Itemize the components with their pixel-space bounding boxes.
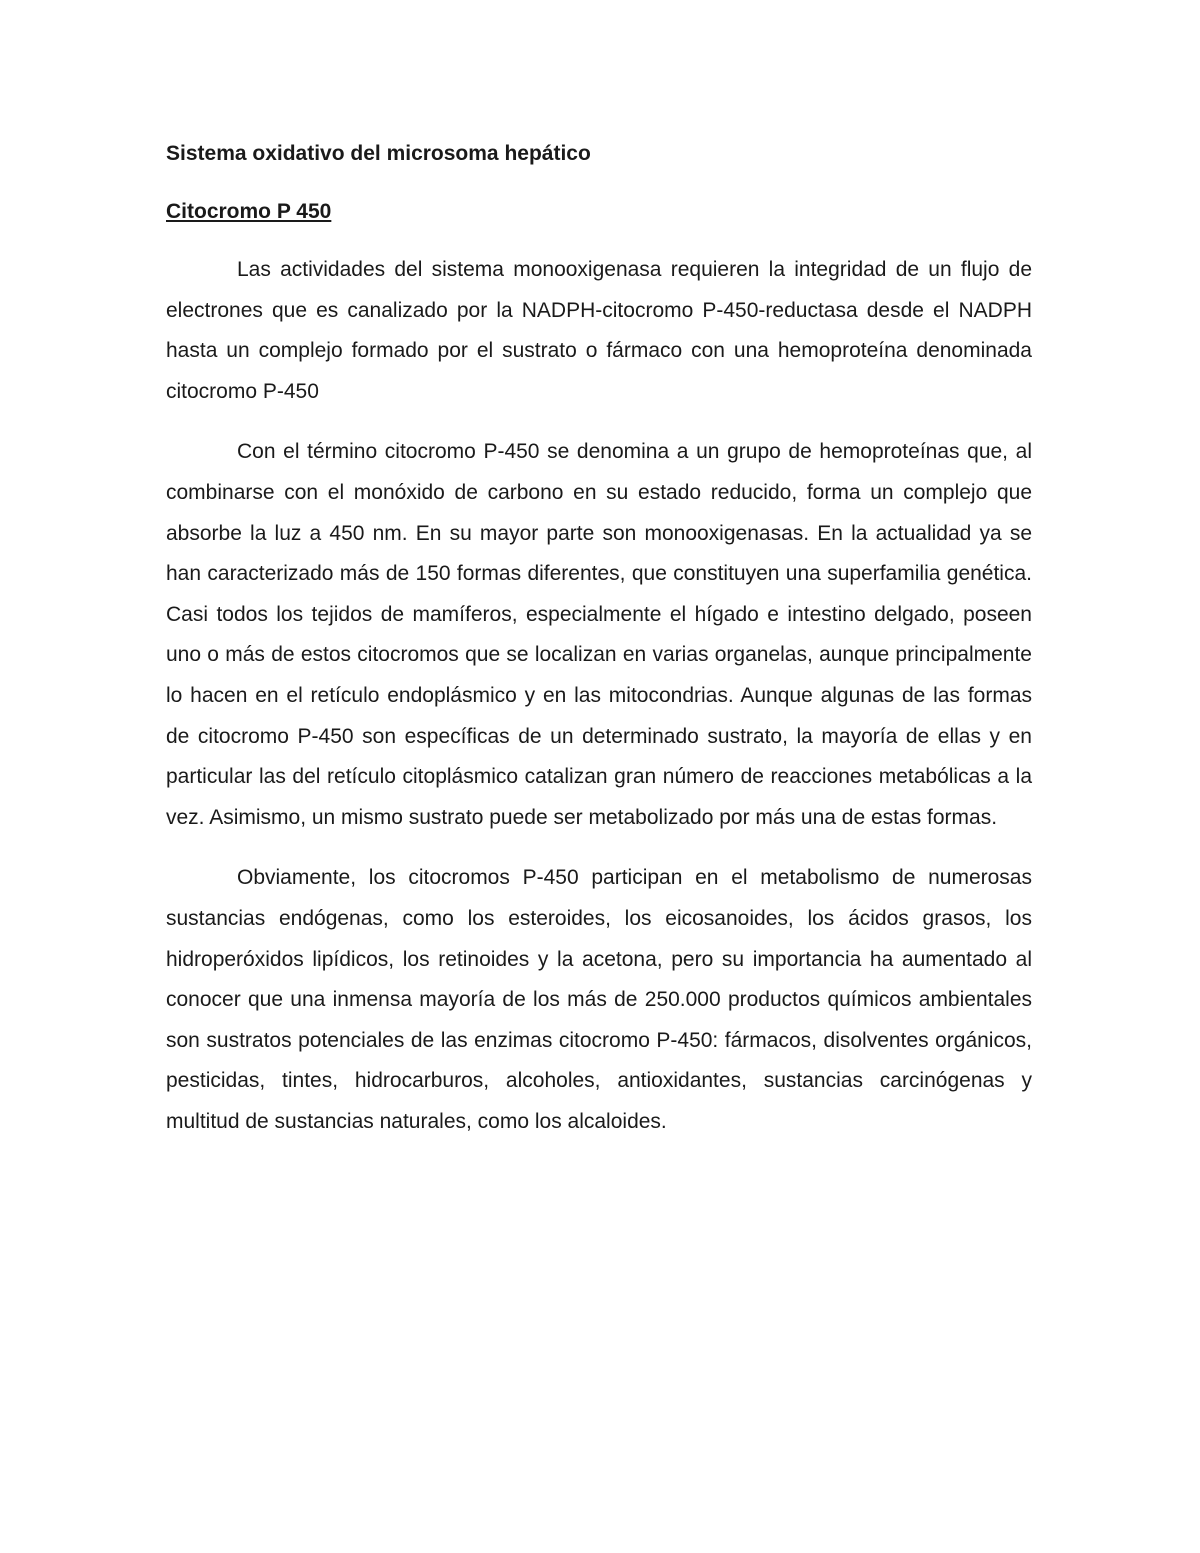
paragraph-1: Las actividades del sistema monooxigenasa requieren la integridad de un flujo de electrones que es canalizado por la NADPH-citocromo P-450-reductasa desde el NADPH hasta un complejo formado por el sustrato o fármaco con una hemoproteína denominada citocromo P-450 — [166, 258, 1032, 403]
paragraph-2: Con el término citocromo P-450 se denomina a un grupo de hemoproteínas que, al combinarse con el monóxido de carbono en su estado reducido, forma un complejo que absorbe la luz a 450 nm. En su mayor parte son monooxigenasas. En la actualidad ya se han caracterizado más de 150 formas diferentes, que constituyen una superfamilia genética. Casi todos los tejidos de mamíferos, especialmente el hígado e intestino delgado, poseen uno o más de estos citocromos que se localizan en varias organelas, aunque principalmente lo hacen en el retículo endoplásmico y en las mitocondrias. Aunque algunas de las formas de citocromo P-450 son específicas de un determinado sustrato, la mayoría de ellas y en particular las del retículo citoplásmico catalizan gran número de reacciones metabólicas a la vez. Asimismo, un mismo sustrato puede ser metabolizado por más una de estas formas. — [166, 440, 1032, 829]
paragraph-3: Obviamente, los citocromos P-450 participan en el metabolismo de numerosas sustancias endógenas, como los esteroides, los eicosanoides, los ácidos grasos, los hidroperóxidos lipídicos, los retinoides y la acetona, pero su importancia ha aumentado al conocer que una inmensa mayoría de los más de 250.000 productos químicos ambientales son sustratos potenciales de las enzimas citocromo P-450: fármacos, disolventes orgánicos, pesticidas, tintes, hidrocarburos, alcoholes, antioxidantes, sustancias carcinógenas y multitud de sustancias naturales, como los alcaloides. — [166, 866, 1032, 1133]
section-heading: Citocromo P 450 — [166, 200, 332, 223]
document-title: Sistema oxidativo del microsoma hepático — [166, 142, 591, 165]
document-page — [166, 136, 1032, 1142]
